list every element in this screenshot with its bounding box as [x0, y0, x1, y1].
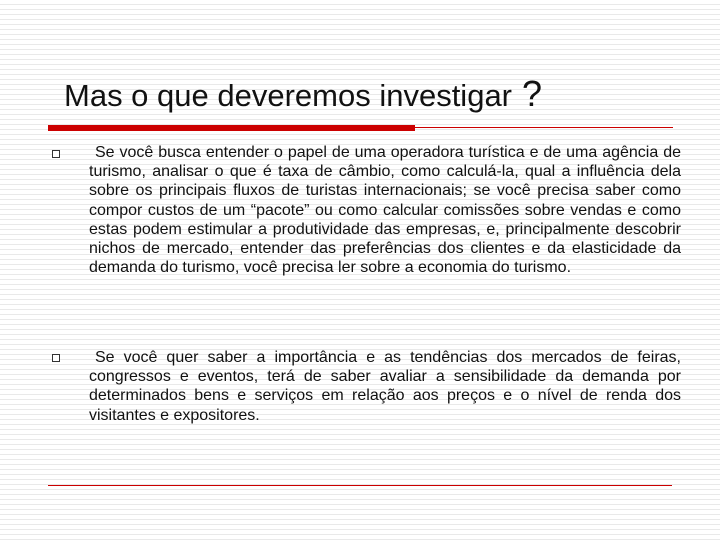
bullet-paragraph-1: Se você busca entender o papel de uma operadora turística e de uma agência de turismo, analisar o que é taxa de câmbio, como calculá-la, qual a influência dela sobre os principais fluxos de turistas internacionais; se você precisa saber como compor custos de um “pacote” ou como calcular comissões sobre vendas e como estas podem estimular a produtividade das empresas, e, principalmente descobrir nichos de mercado, entender das preferências dos clientes e da elasticidade da demanda do turismo, você precisa ler sobre a economia do turismo. [89, 144, 681, 277]
title-question-mark: ? [522, 73, 543, 114]
bullet-square-icon [52, 150, 60, 158]
slide-title [64, 74, 664, 116]
bullet-square-icon [52, 354, 60, 362]
bullet-paragraph-2: Se você quer saber a importância e as tendências dos mercados de feiras, congressos e eventos, terá de saber avaliar a sensibilidade da demanda por determinados bens e serviços em relação aos preços e o nível de renda dos visitantes e expositores. [89, 349, 681, 424]
footer-rule [48, 485, 672, 486]
title-underline-bar [48, 125, 415, 131]
title-text: Mas o que deveremos investigar [64, 78, 513, 113]
title-underline-rule [415, 127, 673, 128]
